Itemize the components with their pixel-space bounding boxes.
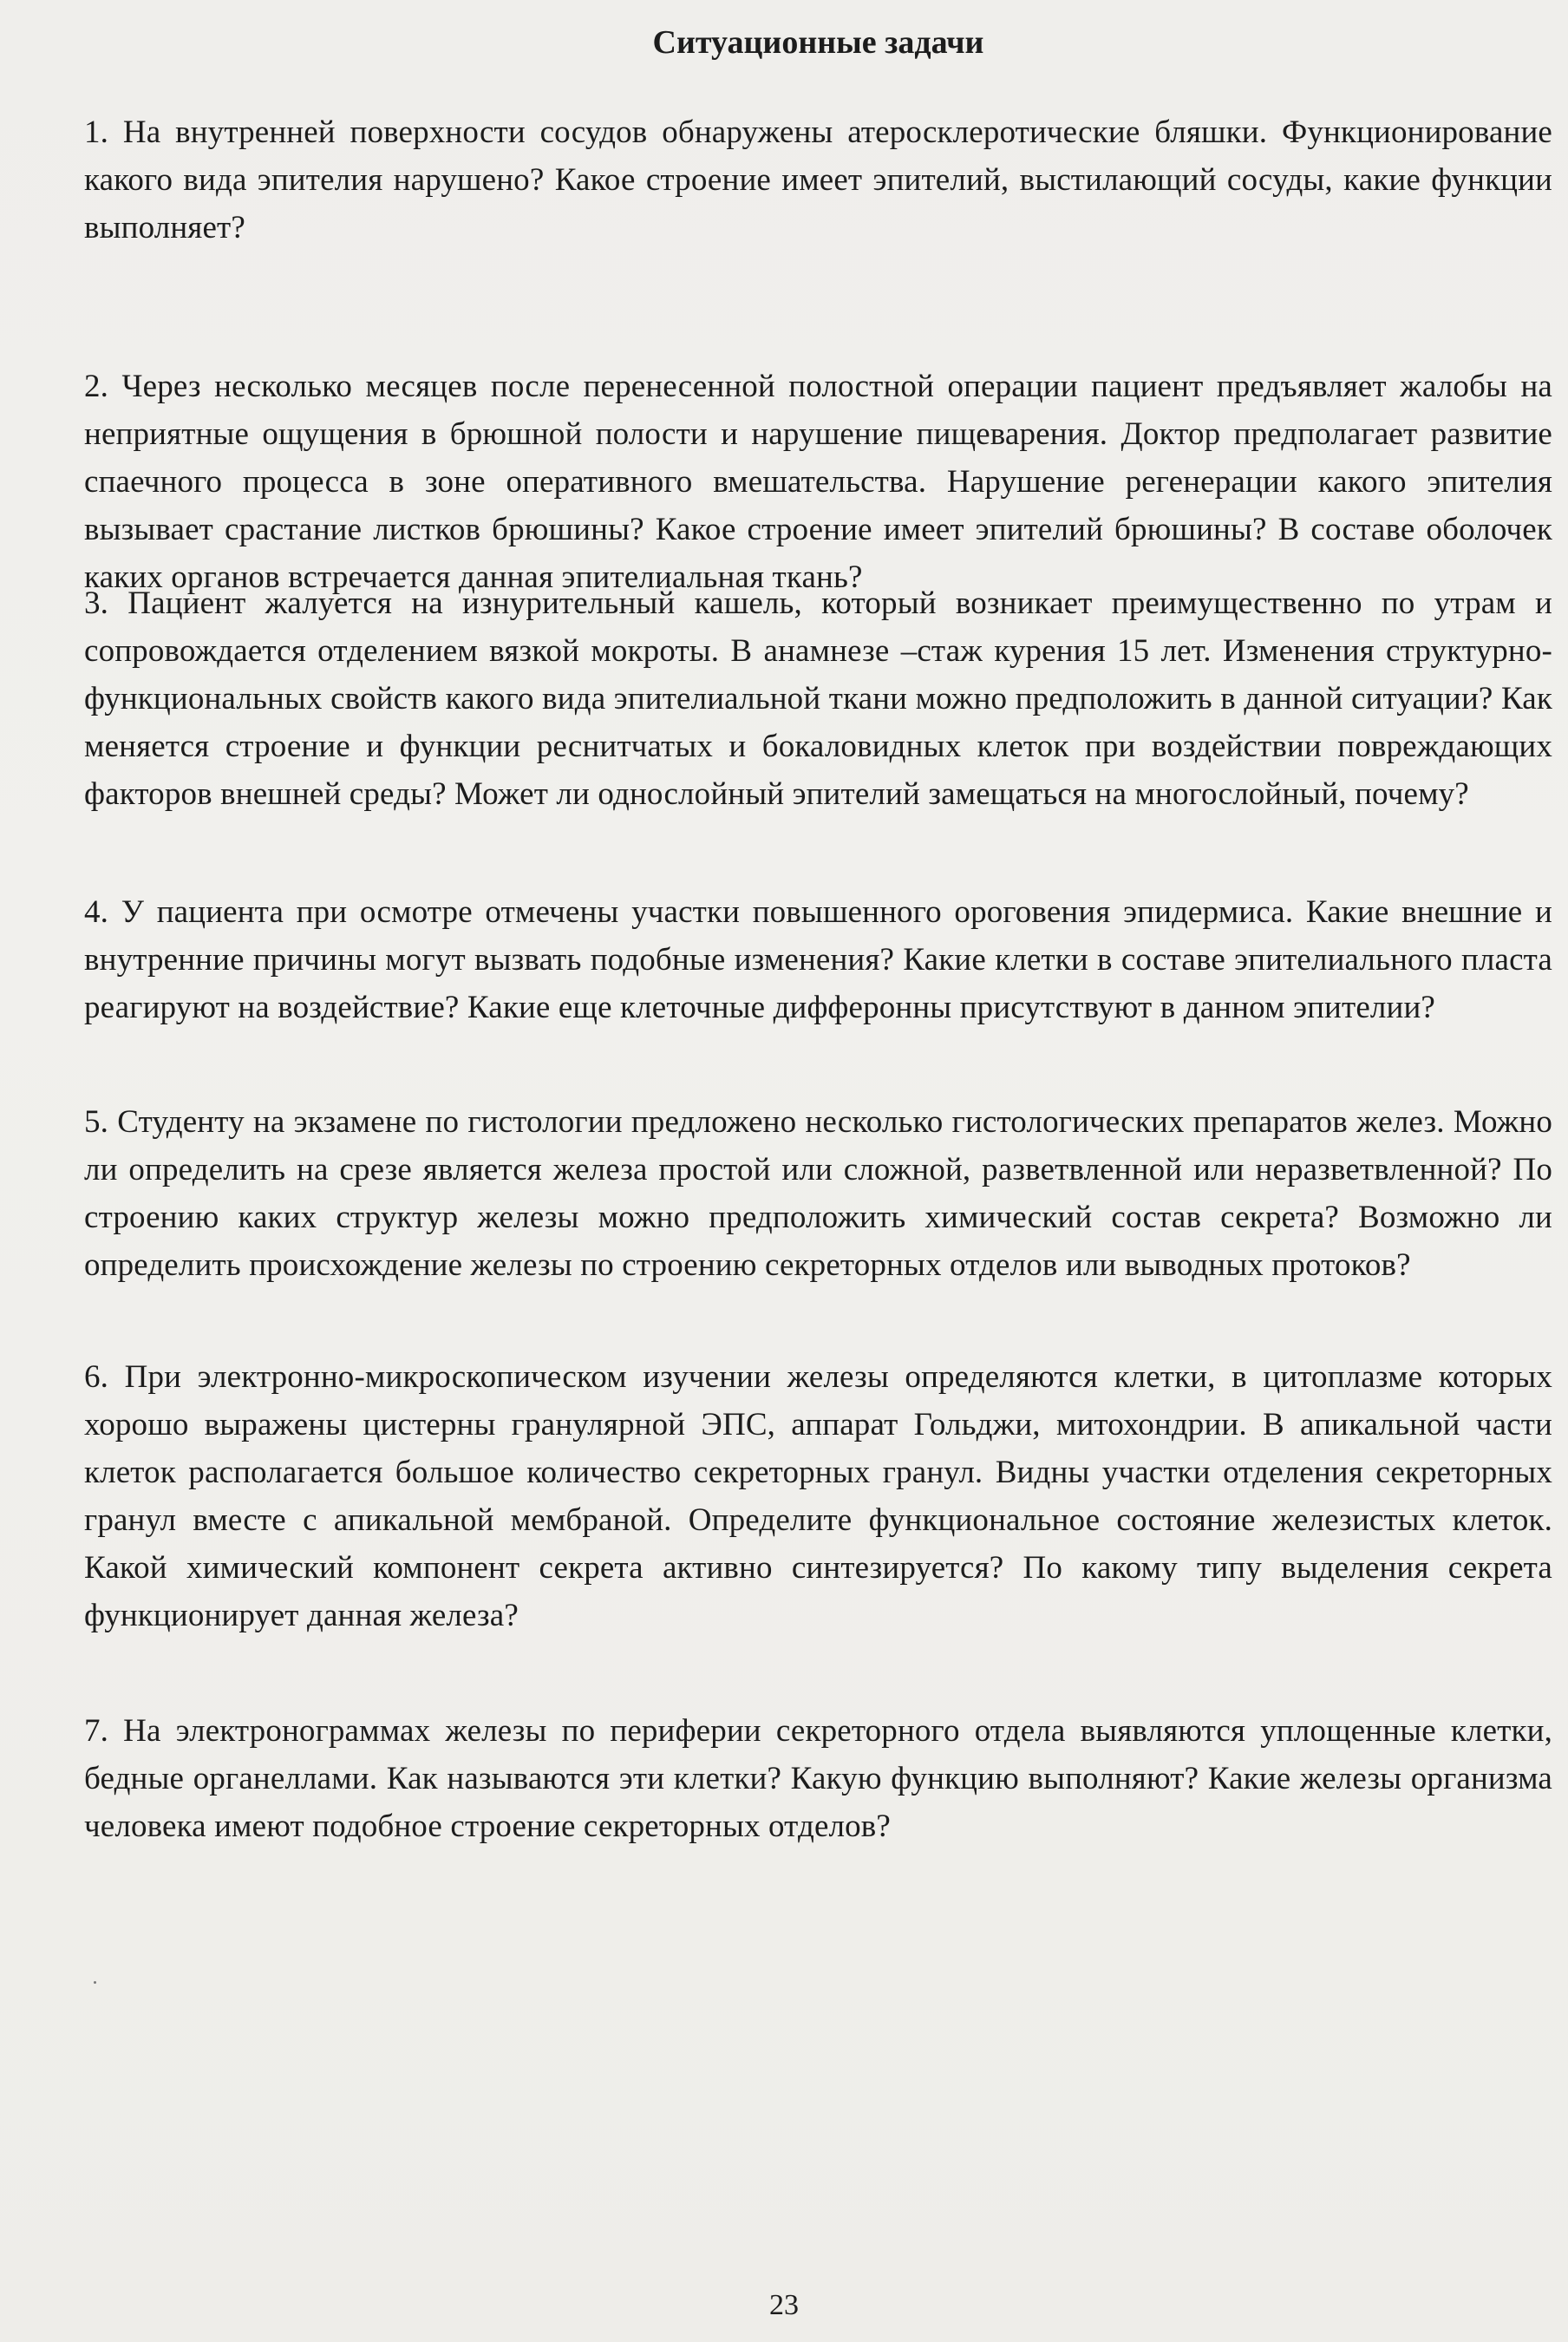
page-title: Ситуационные задачи xyxy=(652,24,984,61)
task-6-text: 6. При электронно-микроскопическом изучении железы определяются клетки, в цитоплазме которых хорошо выражены цистерны гранулярной ЭПС, аппарат Гольджи, митохондрии. В апикальной части клеток располагается большое количество секреторных гранул. Видны участки отделения секреторных гранул вместе с апикальной мембраной. Определите функциональное состояние железистых клеток. Какой химический компонент секрета активно синтезируется? По какому типу выделения секрета функционирует данная железа? xyxy=(84,1359,1552,1633)
page-number: 23 xyxy=(769,2289,799,2321)
task-4-text: 4. У пациента при осмотре отмечены участки повышенного ороговения эпидермиса. Какие внешние и внутренние причины могут вызвать подобные изменения? Какие клетки в составе эпителиального пласта реагируют на воздействие? Какие еще клеточные дифферонны присутствуют в данном эпителии? xyxy=(84,894,1552,1025)
task-3-text: 3. Пациент жалуется на изнурительный кашель, который возникает преимущественно по утрам и сопровождается отделением вязкой мокроты. В анамнезе –стаж курения 15 лет. Изменения структурно-функциональных свойств какого вида эпителиальной ткани можно предположить в данной ситуации? Как меняется строение и функции реснитчатых и бокаловидных клеток при воздействии повреждающих факторов внешней среды? Может ли однослойный эпителий замещаться на многослойный, почему? xyxy=(84,586,1552,812)
task-2-text: 2. Через несколько месяцев после перенесенной полостной операции пациент предъявляет жалобы на неприятные ощущения в брюшной полости и нарушение пищеварения. Доктор предполагает развитие спаечного процесса в зоне оперативного вмешательства. Нарушение регенерации какого эпителия вызывает срастание листков брюшины? Какое строение имеет эпителий брюшины? В составе оболочек каких органов встречается данная эпителиальная ткань? xyxy=(84,369,1552,595)
task-5-text: 5. Студенту на экзамене по гистологии предложено несколько гистологических препаратов желез. Можно ли определить на срезе является железа простой или сложной, разветвленной или неразветвленной? По строению каких структур железы можно предположить химический состав секрета? Возможно ли определить происхождение железы по строению секреторных отделов или выводных протоков? xyxy=(84,1104,1552,1283)
scan-speck xyxy=(94,1981,96,1984)
task-7-text: 7. На электронограммах железы по периферии секреторного отдела выявляются уплощенные клетки, бедные органеллами. Как называются эти клетки? Какую функцию выполняют? Какие железы организма человека имеют подобное строение секреторных отделов? xyxy=(84,1713,1552,1844)
task-1-text: 1. На внутренней поверхности сосудов обнаружены атеросклеротические бляшки. Функционирование какого вида эпителия нарушено? Какое строение имеет эпителий, выстилающий сосуды, какие функции выполняет? xyxy=(84,114,1552,245)
